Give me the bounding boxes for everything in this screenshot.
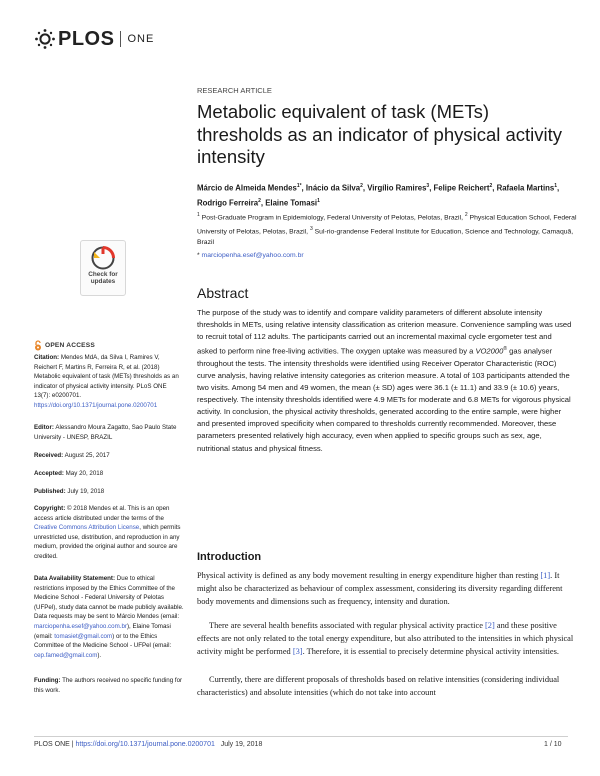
intro-paragraph-1: Physical activity is defined as any body movement resulting in energy expenditure higher than resting [1]. It might also be characterized as behaviour of complex assessment, considering its diversity regarding different body movements and dimensions such as frequency, intensity and duration. (197, 571, 563, 606)
footer-divider (34, 736, 568, 737)
plos-wordmark: PLOS (58, 27, 115, 50)
funding: Funding: The authors received no specific funding for this work. (34, 677, 183, 694)
author: Márcio de Almeida Mendes (197, 183, 297, 193)
reference-link-3[interactable]: [3] (292, 646, 303, 656)
author: Felipe Reichert (433, 183, 490, 193)
editor: Editor: Alessandro Moura Zagatto, Sao Paulo State University - UNESP, BRAZIL (34, 424, 177, 441)
plos-one-logo[interactable] (34, 28, 154, 50)
open-access-badge: OPEN ACCESS (34, 340, 95, 351)
reference-link-1[interactable]: [1] (540, 571, 551, 580)
page-number: 1 / 10 (544, 741, 562, 748)
author: Elaine Tomasi (265, 198, 318, 208)
check-for-updates-label: Check for updates (88, 271, 118, 285)
intro-paragraph-3: Currently, there are different proposals of thresholds based on relative intensities (considering individual characteristics) and absolute intensities (which do not take into account (197, 675, 560, 697)
introduction-heading: Introduction (197, 551, 262, 563)
logo-divider (120, 31, 121, 47)
author: Rodrigo Ferreira (197, 198, 259, 208)
email-link[interactable]: marciopenha.esef@yahoo.com.br (201, 252, 304, 259)
abstract-heading: Abstract (197, 285, 249, 301)
data-email-3[interactable]: cep.famed@gmail.com (34, 651, 98, 659)
journal-wordmark: ONE (127, 33, 155, 45)
data-availability: Data Availability Statement: Due to ethical restrictions imposed by the Ethics Committee of the Medicine School - Federal University of Pelotas (UFPel), study data cannot be made publicly available. Data requests may be sent to Márcio Mendes (email: marciopenha.esef@yahoo.com.br), Elaine Tomasi (email: tomasiet@gmail.com) or to the Ethics Committee of the Medicine School - UFPel (email: cep.famed@gmail.com). (34, 575, 184, 659)
accepted-date: Accepted: May 20, 2018 (34, 470, 104, 477)
author: Virgílio Ramires (367, 183, 427, 193)
footer-doi-link[interactable]: https://doi.org/10.1371/journal.pone.0200701 (75, 741, 215, 748)
footer-citation: PLOS ONE | https://doi.org/10.1371/journal.pone.0200701 July 19, 2018 (34, 741, 263, 748)
reference-link-2[interactable]: [2] (485, 621, 495, 630)
author: Inácio da Silva (305, 183, 361, 193)
check-for-updates-badge[interactable] (80, 240, 126, 296)
abstract-text: The purpose of the study was to identify and compare validity parameters of different absolute intensity thresholds in METs, using relative intensity classification as criterion measure. Convenience sampling was used to recruit total of 112 adults. The participants carried out an incremental maximal cycle ergometer test and asked to perform nine free-living activities. The oxygen uptake was measured by a VO2000® gas analyser throughout the tests. The intensity thresholds were identified using Receiver Operator Characteristic (ROC) curve analysis, having relative intensity categories as criterion measure. A total of 103 participants attended the two visits. Among 54 men and 49 women, the mean (± SD) ages were 36.1 (± 11.1) and 33.9 (± 10.6) years, respectively. The intensity thresholds identified were 4.9 METs for moderate and 6.8 METs for vigorous physical activity. In conclusion, the physical activity thresholds, generated according to the entire sample, were higher and presented improved specificity when compared to thresholds currently recommended. Moreover, these parameters presented relatively high accuracy, even when applied to specific groups such as sex, age, nutritional status and physical fitness. (197, 308, 572, 453)
license-link[interactable]: Creative Commons Attribution License (34, 524, 140, 532)
intro-paragraph-2: There are several health benefits associated with regular physical activity practice [2] and these positive effects are not only related to the total energy expenditure, but also attributed to the intensities in which physical activity might be performed [3]. Therefore, it is essential to precisely determine physical activity intensities. (197, 621, 574, 656)
received-date: Received: August 25, 2017 (34, 452, 110, 459)
corresponding-email: * marciopenha.esef@yahoo.com.br (197, 252, 304, 259)
copyright: Copyright: © 2018 Mendes et al. This is an open access article distributed under the terms of the Creative Commons Attribution License, which permits unrestricted use, distribution, and reproduction in any medium, provided the original author and source are credited. (34, 505, 181, 560)
article-title: Metabolic equivalent of task (METs) thresholds as an indicator of physical activity intensity (197, 101, 563, 167)
data-email-1[interactable]: marciopenha.esef@yahoo.com.br (34, 622, 127, 630)
author: Rafaela Martins (496, 183, 555, 193)
footer-date: July 19, 2018 (220, 741, 263, 748)
citation-doi-link[interactable]: https://doi.org/10.1371/journal.pone.0200701 (34, 401, 158, 409)
article-type: RESEARCH ARTICLE (197, 86, 272, 95)
affiliations: $^1$ Post-Graduate Program in Epidemiology, Federal University of Pelotas, Pelotas, Brazil, $^2$ Physical Education School, Federal University of Pelotas, Pelotas, Brazil, $^3$ Sul-rio-grandense Federal Institute for Education, Science and Technology, Camaquã, Brazil (197, 212, 577, 246)
plos-logo-icon (34, 28, 56, 50)
author-list: Márcio de Almeida Mendes$^{1*}$, Inácio da Silva$^2$, Virgílio Ramires$^3$, Felipe Reichert$^2$, Rafaela Martins$^1$, Rodrigo Ferreira$^2$, Elaine Tomasi$^1$ (197, 183, 560, 208)
data-email-2[interactable]: tomasiet@gmail.com (54, 632, 113, 640)
open-lock-icon (34, 340, 42, 351)
published-date: Published: July 19, 2018 (34, 488, 105, 495)
check-for-updates-icon (91, 246, 115, 270)
citation: Citation: Mendes MdA, da Silva I, Ramires V, Reichert F, Martins R, Ferreira R, et al. (2018) Metabolic equivalent of task (METs) thresholds as an indicator of physical activity intensity. PLoS ONE 13(7): e0200701. https://doi.org/10.1371/journal.pone.0200701 (34, 354, 179, 409)
